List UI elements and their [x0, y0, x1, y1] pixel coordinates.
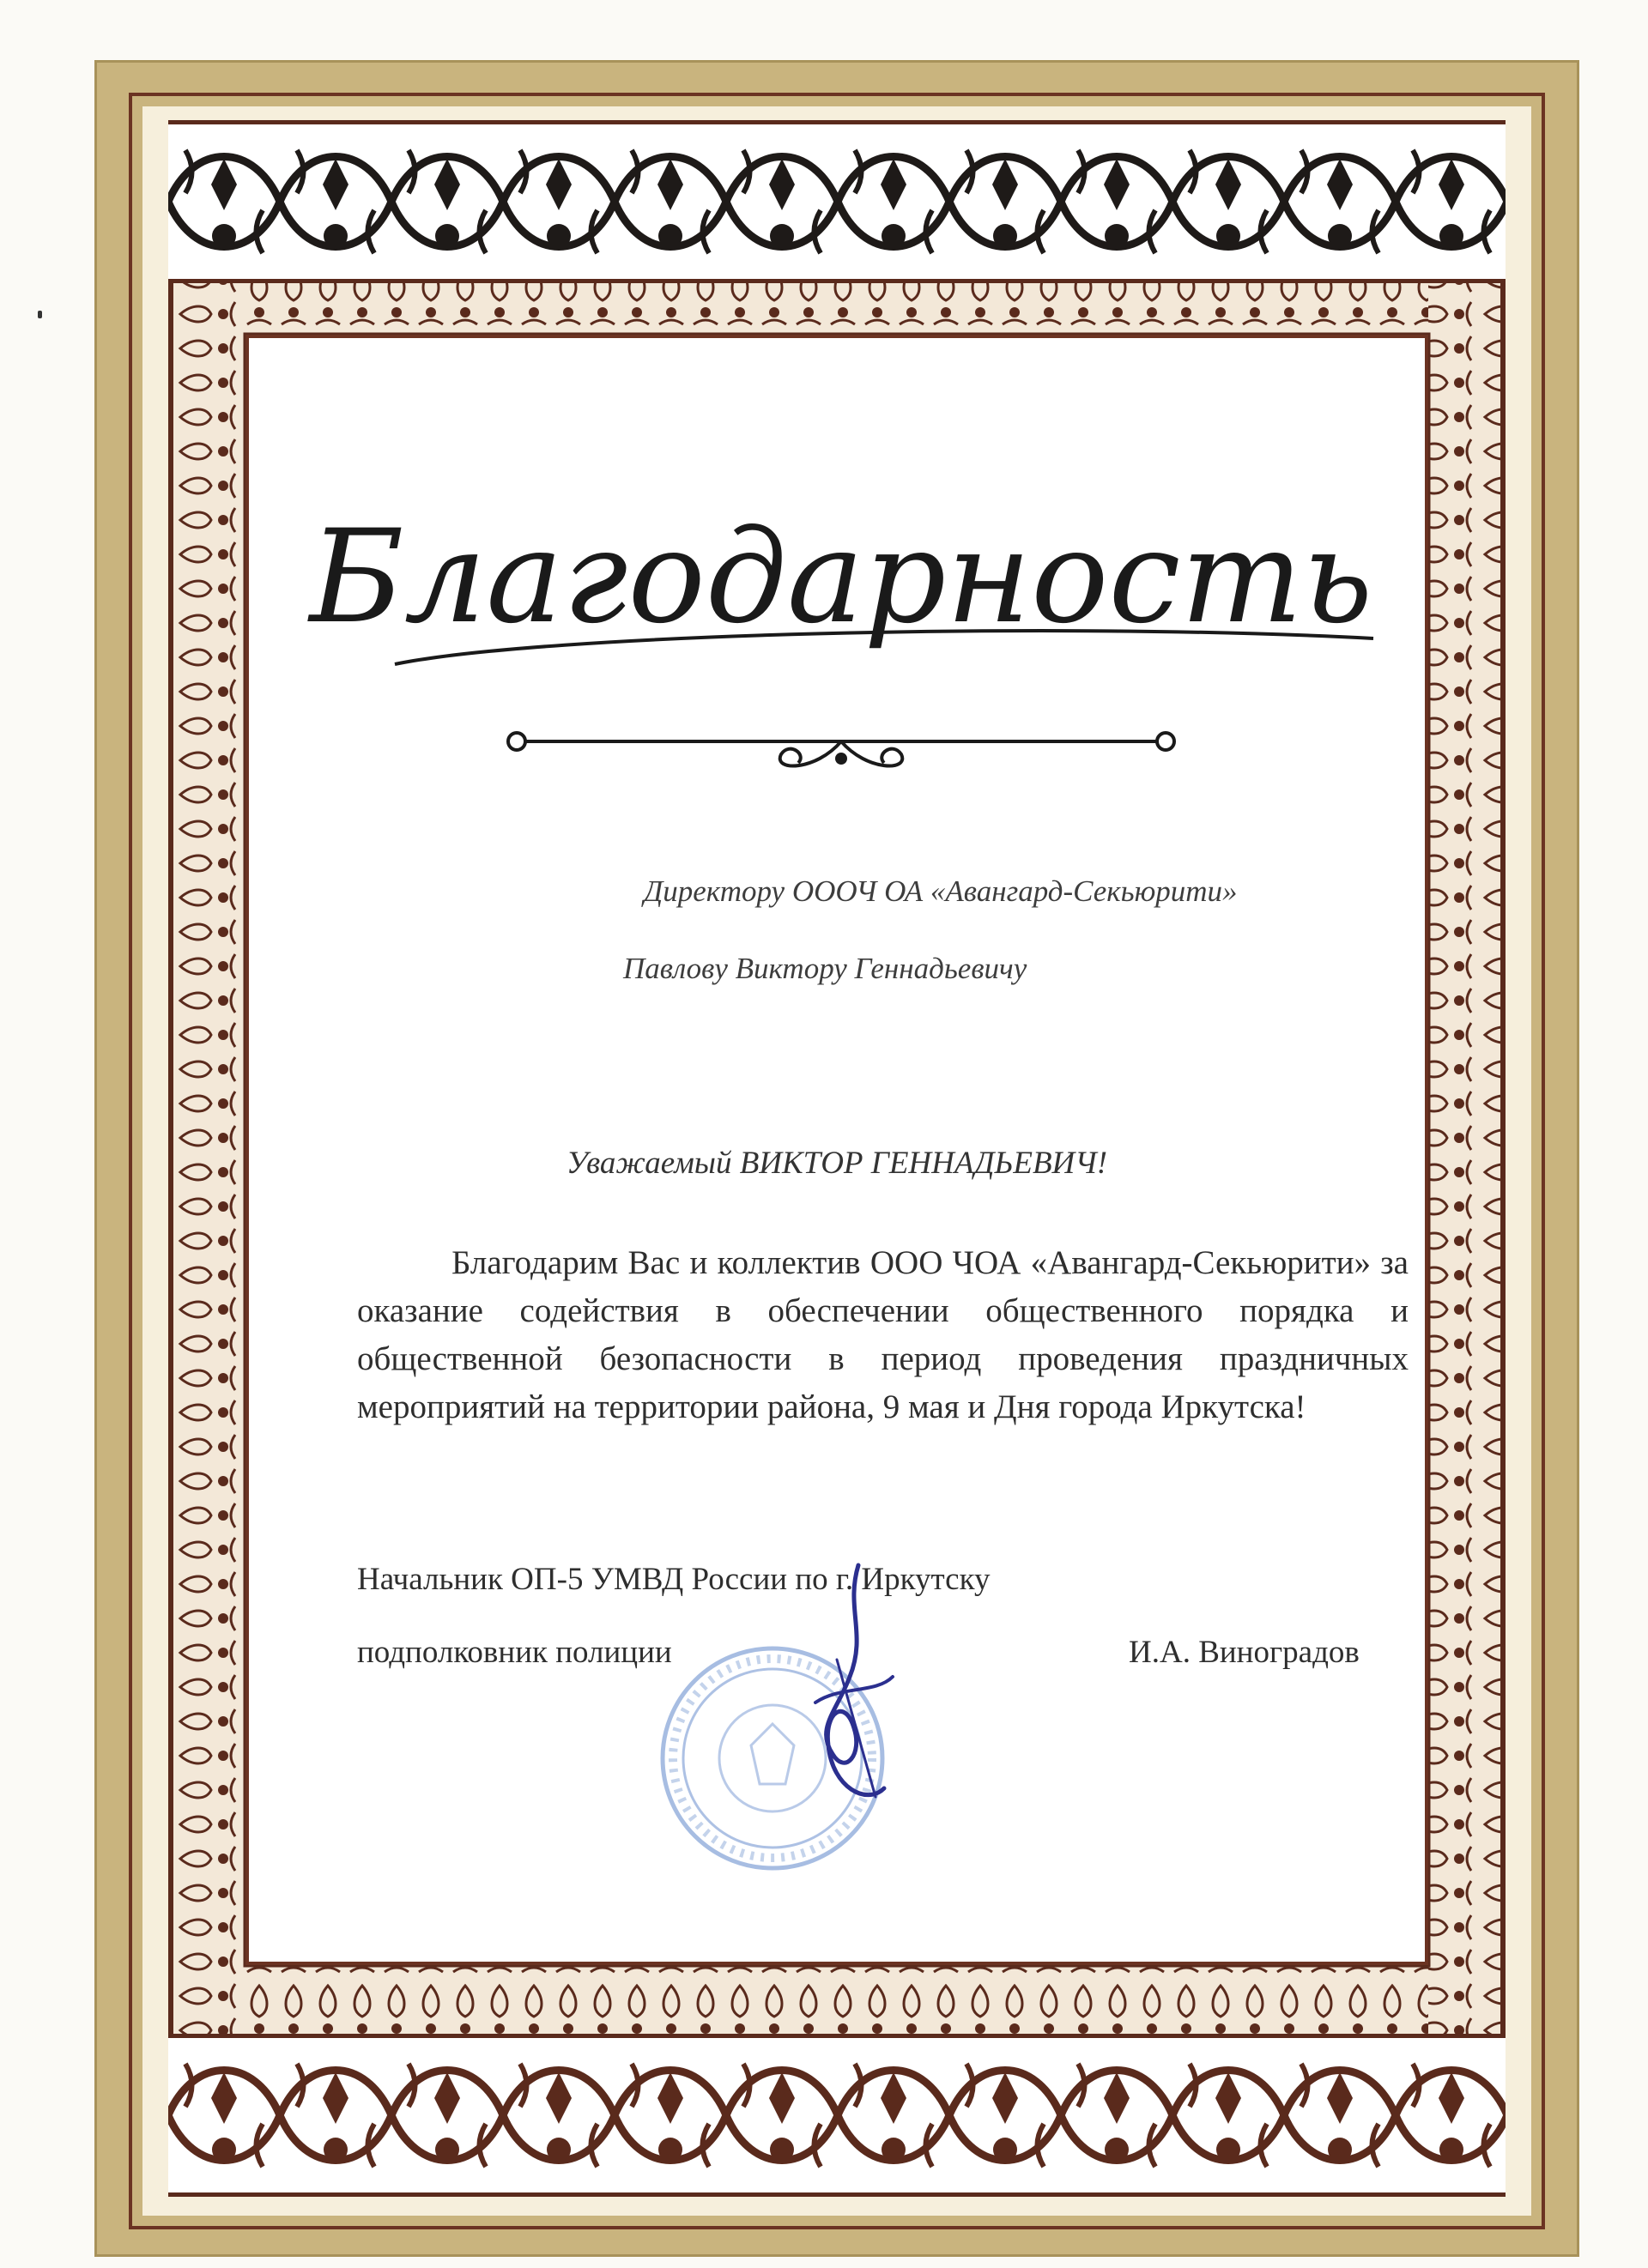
title-text: Благодарность — [309, 503, 1373, 652]
top-ornamental-band — [168, 120, 1506, 283]
body-text — [357, 1239, 1409, 1431]
signer-name: И.А. Виноградов — [1129, 1635, 1360, 1670]
greeting: Уважаемый ВИКТОР ГЕННАДЬЕВИЧ! — [566, 1146, 1108, 1181]
signer-position: Начальник ОП-5 УМВД России по г. Иркутску — [357, 1562, 991, 1597]
recipient-position: Директору ОООЧ ОА «Авангард-Секьюрити» — [644, 874, 1238, 908]
flourish-divider — [498, 716, 1184, 793]
recipient-name: Павлову Виктору Геннадьевичу — [623, 952, 1027, 985]
signer-rank: подполковник полиции — [357, 1635, 672, 1670]
scan-speck — [38, 311, 42, 318]
handwritten-signature — [764, 1557, 936, 1831]
certificate-content — [245, 335, 1428, 1965]
bottom-ornamental-band — [168, 2034, 1506, 2197]
body-paragraph: Благодарим Вас и коллектив ООО ЧОА «Авангард-Секьюрити» за оказание содействия в обеспечении общественного порядка и общественной безопасности в период проведения праздничных мероприятий на территории района, 9 мая и Дня города Иркутска! — [357, 1244, 1409, 1425]
